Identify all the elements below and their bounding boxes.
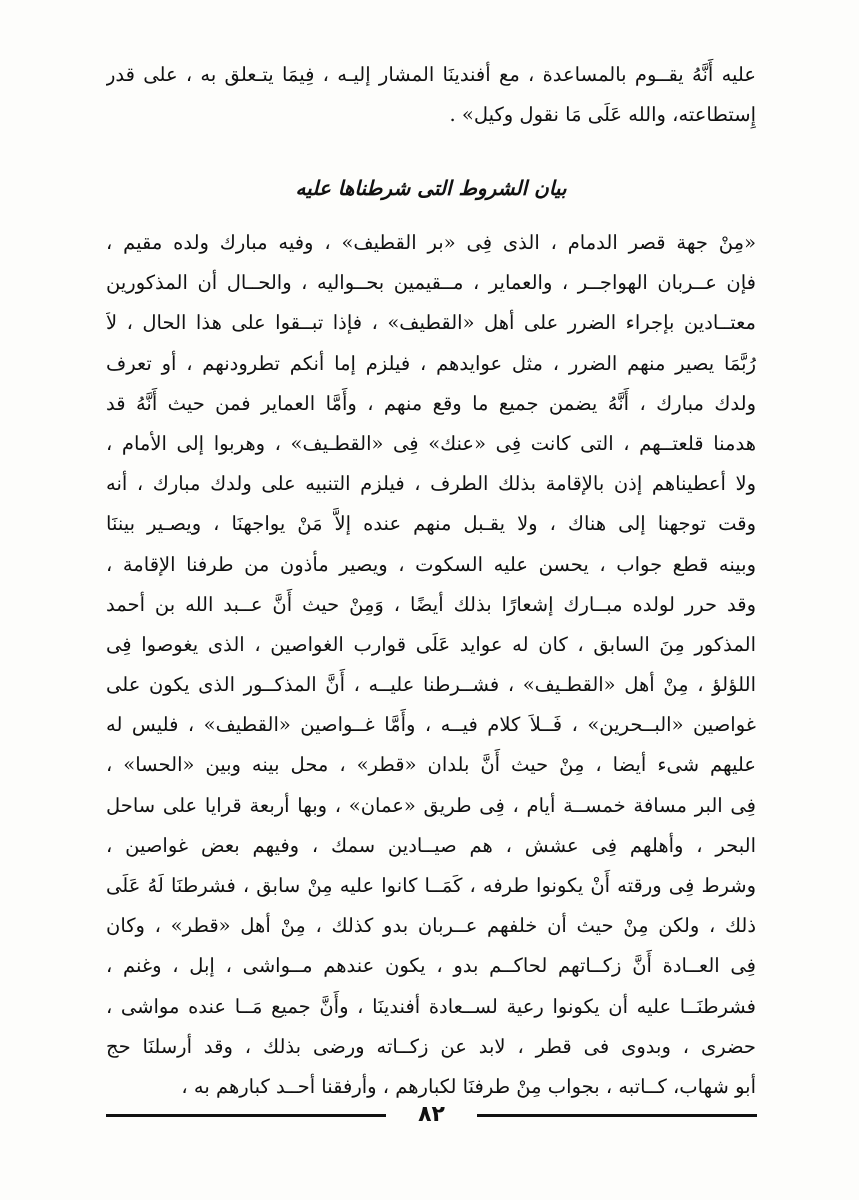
- text-line: فِى البر مسافة خمســة أيام ، فِى طريق «عمان» ، وبها أربعة قرايا على ساحل: [106, 793, 756, 817]
- text-line: هدمنا قلعتــهم ، التى كانت فِى «عنك» فِى «القطـيف» ، وهربوا إلى الأمام ،: [106, 431, 756, 455]
- text-line: المذكور مِنَ السابق ، كان له عوايد عَلَى قوارب الغواصين ، الذى يغوصوا فِى: [106, 632, 756, 656]
- intro-paragraph: [106, 55, 756, 135]
- text-line: عليهم شىء أيضا ، مِنْ حيث أَنَّ بلدان «قطر» ، محل بينه وبين «الحسا» ،: [106, 753, 756, 777]
- text-line: فِى العــادة أَنَّ زكــاتهم لحاكــم بدو ، يكون عندهم مــواشى ، إبل ، وغنم ،: [106, 954, 756, 978]
- text-line: «مِنْ جهة قصر الدمام ، الذى فِى «بر القطيف» ، وفيه مبارك ولده مقيم ،: [106, 231, 756, 254]
- text-line: غواصين «البــحرين» ، فَــلاَ كلام فيــه ، وأَمَّا غــواصين «القطيف» ، فليس له: [106, 713, 756, 737]
- text-line: وشرط فِى ورقته أَنْ يكونوا طرفه ، كَمَــا كانوا عليه مِنْ سابق ، فشرطنَا لَهُ عَلَى: [106, 874, 756, 897]
- text-line: ذلك ، ولكن مِنْ حيث أن خلفهم عــربان بدو كذلك ، مِنْ أهل «قطر» ، وكان: [106, 914, 756, 938]
- footer-rule-right: [477, 1114, 757, 1117]
- text-line: اللؤلؤ ، مِنْ أهل «القطـيف» ، فشــرطنا عليــه ، أَنَّ المذكــور الذى يكون على: [106, 673, 756, 697]
- text-line: أبو شهاب، كــاتبه ، بجواب مِنْ طرفنَا لكبارهم ، وأرفقنا أحــد كبارهم به ،: [181, 1074, 756, 1098]
- text-line: ولا أعطيناهم إذن بالإقامة بذلك الطرف ، فيلزم التنبيه على ولدك مبارك ، أنه: [106, 472, 756, 496]
- section-heading: بيان الشروط التى شرطناها عليه: [295, 176, 567, 200]
- text-line: وقد حرر لولده مبــارك إشعارًا بذلك أيضًا ، وَمِنْ حيث أَنَّ عــبد الله بن أحمد: [106, 592, 756, 616]
- text-line: فإن عــربان الهواجــر ، والعماير ، مــقيمين بحــواليه ، والحــال أن المذكورين: [106, 271, 756, 295]
- text-line: ولدك مبارك ، أَنَّهُ يضمن جميع ما وقع منهم ، وأَمَّا العماير فمن حيث أَنَّهُ قد: [106, 391, 756, 415]
- text-line: إِستطاعته، والله عَلَى مَا نقول وكيل» .: [449, 103, 756, 127]
- text-line: وقت توجهنا إلى هناك ، ولا يقـبل منهم عنده إلاَّ مَنْ يواجهنَا ، ويصـير بيننَا: [106, 512, 756, 536]
- footer-rule-left: [106, 1114, 386, 1117]
- text-line: فشرطنَــا عليه أن يكونوا رعية لســعادة أفندينَا ، وأَنَّ جميع مَــا عنده مواشى ،: [106, 994, 756, 1018]
- page-number: ٨٢: [418, 1102, 445, 1127]
- text-line: وبينه قطع جواب ، يحسن عليه السكوت ، ويصير مأذون من طرفنا الإقامة ،: [106, 552, 756, 576]
- text-line: عليه أَنَّهُ يقــوم بالمساعدة ، مع أفندينَا المشار إليـه ، فِيمَا يتـعلق به ، على قدر: [106, 63, 756, 86]
- body-paragraph: [106, 223, 756, 1107]
- text-line: معتــادين بإجراء الضرر على أهل «القطيف» ، فإذا تبــقوا على هذا الحال ، لاَ: [106, 311, 756, 335]
- text-line: البحر ، وأهلهم فِى عشش ، هم صيــادين سمك ، وفيهم بعض غواصين ،: [106, 833, 756, 857]
- text-line: حضرى ، وبدوى فى قطر ، لابد عن زكــاته ورضى بذلك ، وقد أرسلنَا حج: [106, 1034, 756, 1058]
- text-line: رُبَّمَا يصير منهم الضرر ، مثل عوايدهم ، فيلزم إما أنكم تطرودنهم ، أو تعرف: [106, 351, 756, 375]
